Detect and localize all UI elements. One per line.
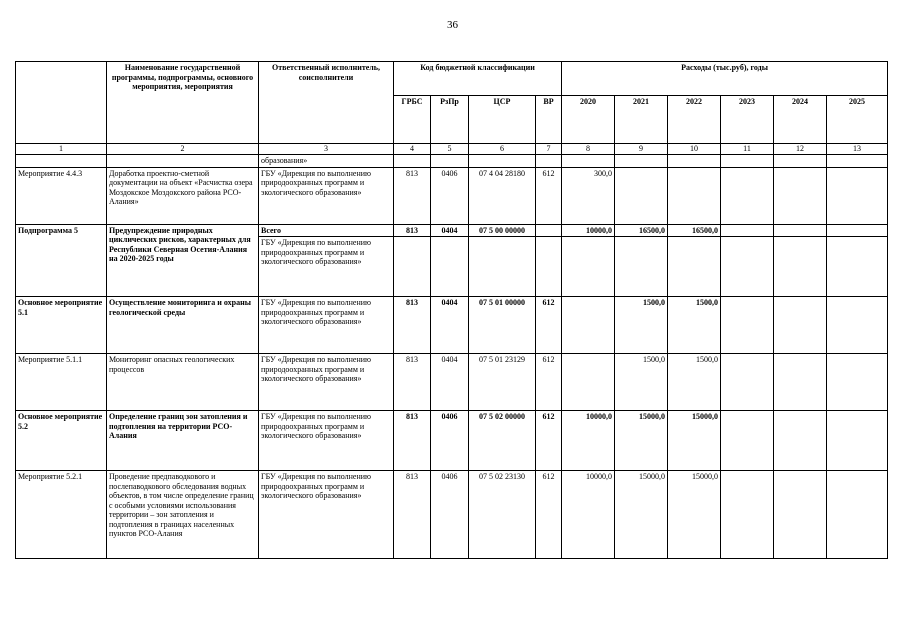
table-row — [16, 471, 888, 559]
continuation-row — [16, 155, 888, 168]
row-2024 — [774, 471, 827, 559]
column-number: 3 — [259, 144, 394, 155]
row-2021: 15000,0 — [615, 411, 668, 471]
row-id: Основное мероприятие 5.2 — [16, 411, 107, 471]
table-row — [16, 354, 888, 411]
column-number: 6 — [469, 144, 536, 155]
row-csr: 07 5 01 23129 — [469, 354, 536, 411]
table-row — [16, 167, 888, 224]
row-executor: ГБУ «Дирекция по выполнению природоохранных программ и экологического образования» — [259, 297, 394, 354]
row-csr: 07 5 02 00000 — [469, 411, 536, 471]
row-executor: ГБУ «Дирекция по выполнению природоохранных программ и экологического образования» — [259, 237, 394, 297]
row-2024 — [774, 167, 827, 224]
row-2020: 10000,0 — [562, 224, 615, 237]
row-2023 — [721, 297, 774, 354]
row-rzpr: 0406 — [431, 411, 469, 471]
row-executor: ГБУ «Дирекция по выполнению природоохранных программ и экологического образования» — [259, 354, 394, 411]
table-row — [16, 411, 888, 471]
column-number: 10 — [668, 144, 721, 155]
row-name: Проведение предпаводкового и послепаводкового обследования водных объектов, в том числе определение границ с особыми условиями использования территории – зон затопления и подтопления в границах населенных пунктов РСО-Алания — [107, 471, 259, 559]
row-2023 — [721, 471, 774, 559]
header-rzpr: РзПр — [431, 96, 469, 144]
row-id: Мероприятие 4.4.3 — [16, 167, 107, 224]
row-2021: 15000,0 — [615, 471, 668, 559]
row-vr: 612 — [536, 354, 562, 411]
row-name: Определение границ зон затопления и подтопления на территории РСО-Алания — [107, 411, 259, 471]
header-year-2023: 2023 — [721, 96, 774, 144]
row-executor: ГБУ «Дирекция по выполнению природоохранных программ и экологического образования» — [259, 471, 394, 559]
header-expenses: Расходы (тыс.руб), годы — [562, 62, 888, 96]
row-vr: 612 — [536, 411, 562, 471]
row-2021: 1500,0 — [615, 354, 668, 411]
column-number: 5 — [431, 144, 469, 155]
table-row — [16, 224, 888, 237]
row-2021: 16500,0 — [615, 224, 668, 237]
header-code: Код бюджетной классификации — [394, 62, 562, 96]
row-2023 — [721, 224, 774, 237]
row-2022: 16500,0 — [668, 224, 721, 237]
header-executor: Ответственный исполнитель, соисполнители — [259, 62, 394, 144]
row-2023 — [721, 354, 774, 411]
budget-table — [15, 61, 888, 559]
header-year-2022: 2022 — [668, 96, 721, 144]
row-2023 — [721, 411, 774, 471]
row-2022: 15000,0 — [668, 411, 721, 471]
row-csr: 07 5 02 23130 — [469, 471, 536, 559]
column-number: 2 — [107, 144, 259, 155]
column-numbers-row — [16, 144, 888, 155]
row-grbs: 813 — [394, 411, 431, 471]
header-grbs: ГРБС — [394, 96, 431, 144]
row-2022: 1500,0 — [668, 297, 721, 354]
column-number: 8 — [562, 144, 615, 155]
row-id: Мероприятие 5.1.1 — [16, 354, 107, 411]
row-2022: 15000,0 — [668, 471, 721, 559]
column-number: 7 — [536, 144, 562, 155]
row-2022 — [668, 167, 721, 224]
row-rzpr: 0404 — [431, 224, 469, 237]
row-name: Мониторинг опасных геологических процессов — [107, 354, 259, 411]
row-rzpr: 0406 — [431, 167, 469, 224]
row-grbs: 813 — [394, 167, 431, 224]
row-name: Доработка проектно-сметной документации на объект «Расчистка озера Моздокское Моздокского района РСО-Алания» — [107, 167, 259, 224]
row-2021: 1500,0 — [615, 297, 668, 354]
row-2025 — [827, 297, 888, 354]
row-grbs: 813 — [394, 297, 431, 354]
row-csr: 07 5 01 00000 — [469, 297, 536, 354]
row-id: Основное мероприятие 5.1 — [16, 297, 107, 354]
row-2021 — [615, 167, 668, 224]
header-name: Наименование государственной программы, подпрограммы, основного мероприятия, мероприятия — [107, 62, 259, 144]
header-csr: ЦСР — [469, 96, 536, 144]
page-number: 36 — [447, 19, 458, 31]
row-grbs: 813 — [394, 224, 431, 237]
row-2024 — [774, 411, 827, 471]
row-rzpr: 0406 — [431, 471, 469, 559]
row-rzpr: 0404 — [431, 354, 469, 411]
row-2020 — [562, 297, 615, 354]
column-number: 11 — [721, 144, 774, 155]
row-2024 — [774, 224, 827, 237]
row-2020: 10000,0 — [562, 411, 615, 471]
row-2020 — [562, 354, 615, 411]
row-executor: ГБУ «Дирекция по выполнению природоохранных программ и экологического образования» — [259, 411, 394, 471]
column-number: 4 — [394, 144, 431, 155]
row-csr: 07 4 04 28180 — [469, 167, 536, 224]
row-2023 — [721, 167, 774, 224]
row-2022: 1500,0 — [668, 354, 721, 411]
row-rzpr: 0404 — [431, 297, 469, 354]
row-executor: ГБУ «Дирекция по выполнению природоохранных программ и экологического образования» — [259, 167, 394, 224]
column-number: 12 — [774, 144, 827, 155]
column-number: 1 — [16, 144, 107, 155]
header-blank — [16, 62, 107, 144]
header-year-2020: 2020 — [562, 96, 615, 144]
row-2020: 300,0 — [562, 167, 615, 224]
row-executor-total: Всего — [259, 224, 394, 237]
row-2024 — [774, 297, 827, 354]
row-2025 — [827, 354, 888, 411]
column-number: 13 — [827, 144, 888, 155]
row-2020: 10000,0 — [562, 471, 615, 559]
row-grbs: 813 — [394, 354, 431, 411]
row-id: Мероприятие 5.2.1 — [16, 471, 107, 559]
row-vr: 612 — [536, 297, 562, 354]
row-2025 — [827, 224, 888, 237]
column-number: 9 — [615, 144, 668, 155]
continuation-executor: образования» — [259, 155, 394, 168]
row-2025 — [827, 411, 888, 471]
row-2024 — [774, 354, 827, 411]
header-vr: ВР — [536, 96, 562, 144]
header-year-2025: 2025 — [827, 96, 888, 144]
row-csr: 07 5 00 00000 — [469, 224, 536, 237]
row-id: Подпрограмма 5 — [16, 224, 107, 297]
row-grbs: 813 — [394, 471, 431, 559]
row-vr: 612 — [536, 167, 562, 224]
row-2025 — [827, 167, 888, 224]
header-year-2021: 2021 — [615, 96, 668, 144]
row-2025 — [827, 471, 888, 559]
table-row — [16, 297, 888, 354]
header-year-2024: 2024 — [774, 96, 827, 144]
row-vr: 612 — [536, 471, 562, 559]
row-vr — [536, 224, 562, 237]
row-name: Осуществление мониторинга и охраны геологической среды — [107, 297, 259, 354]
row-name: Предупреждение природных циклических рисков, характерных для Республики Северная Осетия-Алания на 2020-2025 годы — [107, 224, 259, 297]
